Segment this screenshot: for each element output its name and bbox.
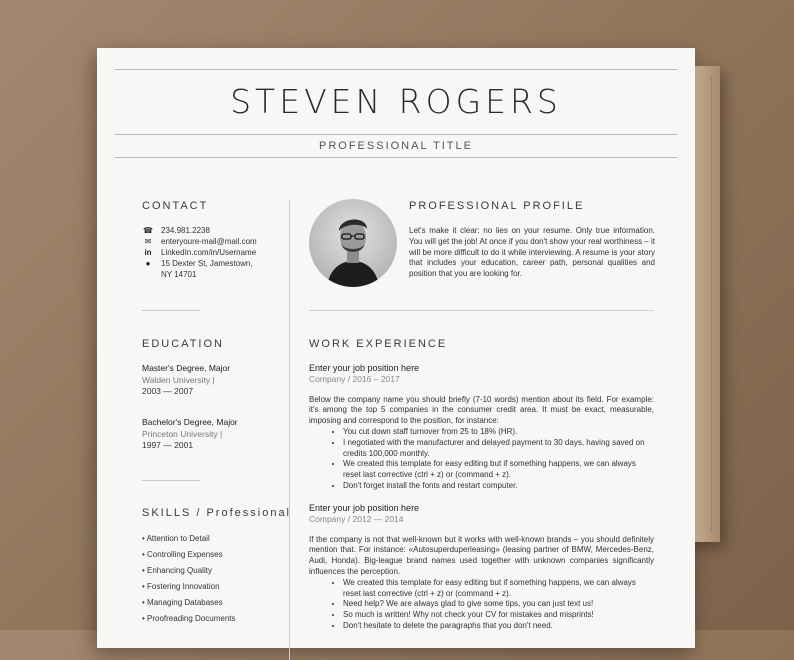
job-title: Enter your job position here: [309, 363, 420, 373]
address-text: [161, 259, 253, 281]
resume-page: [97, 48, 695, 648]
education-heading: EDUCATION: [142, 338, 224, 350]
job-bullet: • We created this template for easy editing but if something happens, we can always reset last corrective (ctrl + z) or (command + z).: [343, 459, 654, 481]
phone-icon: ☎: [143, 226, 153, 235]
job-description: Below the company name you should briefly (7-10 words) mention about its field. For example: it's among the top 5 companies in the consumer credit area. It must be exact, measurable, imposing and correspond to the position, for instance:: [309, 394, 654, 426]
years: 1997 — 2001: [142, 440, 194, 450]
skill-item: • Fostering Innovation: [142, 582, 220, 591]
contact-email: [143, 237, 257, 248]
title-rule-top: [115, 134, 677, 135]
skill-item: • Enhancing Quality: [142, 566, 212, 575]
linkedin-text: LinkedIn.com/in/Username: [161, 248, 257, 257]
job-bullet: • You cut down staff turnover from 25 to 18% (HR).: [343, 427, 654, 438]
email-text: enteryoure-mail@mail.com: [161, 237, 257, 246]
job-description: If the company is not that well-known but it works with well-known brands – you should definitely mention that. For instance: «Autosuperduperleasing» (leasing partner of BMW, Mercedes-Benz, Audi, Honda). Big-league brand names used together with unknown companies significantly influences the perception.: [309, 534, 654, 576]
job-bullets: [309, 427, 654, 492]
skill-item: • Attention to Detail: [142, 534, 210, 543]
education-entry: [142, 363, 230, 398]
contact-address: [143, 259, 253, 281]
education-entry: [142, 417, 238, 452]
address-line-2: NY 14701: [161, 269, 197, 279]
job-bullets: [309, 578, 654, 632]
skills-heading: SKILLS / Professional: [142, 507, 292, 519]
mail-icon: ✉: [144, 237, 152, 246]
left-separator-1: [142, 310, 200, 311]
skill-item: • Proofreading Documents: [142, 614, 236, 623]
title-rule-bottom: [115, 157, 677, 158]
job-bullet: • Need help? We are always glad to give some tips, you can just text us!: [343, 599, 654, 610]
skills-list: [142, 534, 236, 630]
job-entry: [309, 363, 654, 492]
job-title: Enter your job position here: [309, 503, 420, 513]
profile-separator: [309, 310, 654, 311]
job-bullet: • We created this template for easy editing but if something happens, we can always reset last corrective (ctrl + z) or (command + z).: [343, 578, 654, 600]
skill-item: • Controlling Expenses: [142, 550, 223, 559]
contact-linkedin: [143, 248, 256, 259]
work-heading: WORK EXPERIENCE: [309, 338, 448, 350]
location-icon: ●: [145, 259, 151, 268]
skill-item: • Managing Databases: [142, 598, 223, 607]
portrait-illustration: [309, 199, 397, 287]
years: 2003 — 2007: [142, 386, 194, 396]
left-separator-2: [142, 480, 200, 481]
job-bullet: • I negotiated with the manufacturer and delayed payment to 30 days, having saved on credits 100,000 monthly.: [343, 438, 654, 460]
job-entry: [309, 503, 654, 632]
column-divider: [289, 200, 290, 660]
job-bullet: • So much is written! Why not check your CV for mistakes and misprints!: [343, 610, 654, 621]
degree: Bachelor's Degree, Major: [142, 417, 238, 427]
top-rule: [115, 69, 677, 70]
degree: Master's Degree, Major: [142, 363, 231, 373]
professional-title: PROFESSIONAL TITLE: [319, 140, 473, 152]
address-line-1: 15 Dexter St, Jamestown,: [161, 259, 253, 268]
job-bullet: • Don't hesitate to delete the paragraphs that you don't need.: [343, 621, 654, 632]
job-bullet: • Don't forget install the fonts and restart computer.: [343, 481, 654, 492]
phone-text: 234.981.2238: [161, 226, 210, 235]
profile-text: Let's make it clear: no lies on your resume. Only true information. You will get the job! At once if you don't show your real worthiness – it will be more difficult to do it while interviewing. A resume is your story that includes your education, career path, personal qualities and position that you are looking for.: [409, 226, 655, 279]
linkedin-icon: in: [144, 248, 152, 257]
school: Walden University |: [142, 374, 215, 385]
contact-heading: CONTACT: [142, 200, 209, 212]
profile-heading: PROFESSIONAL PROFILE: [409, 200, 585, 212]
contact-phone: [143, 226, 210, 237]
job-company: Company / 2016 – 2017: [309, 373, 400, 384]
school: Princeton University |: [142, 428, 223, 439]
job-company: Company / 2012 — 2014: [309, 513, 404, 524]
candidate-name: STEVEN ROGERS: [230, 82, 562, 121]
profile-photo: [309, 199, 397, 287]
